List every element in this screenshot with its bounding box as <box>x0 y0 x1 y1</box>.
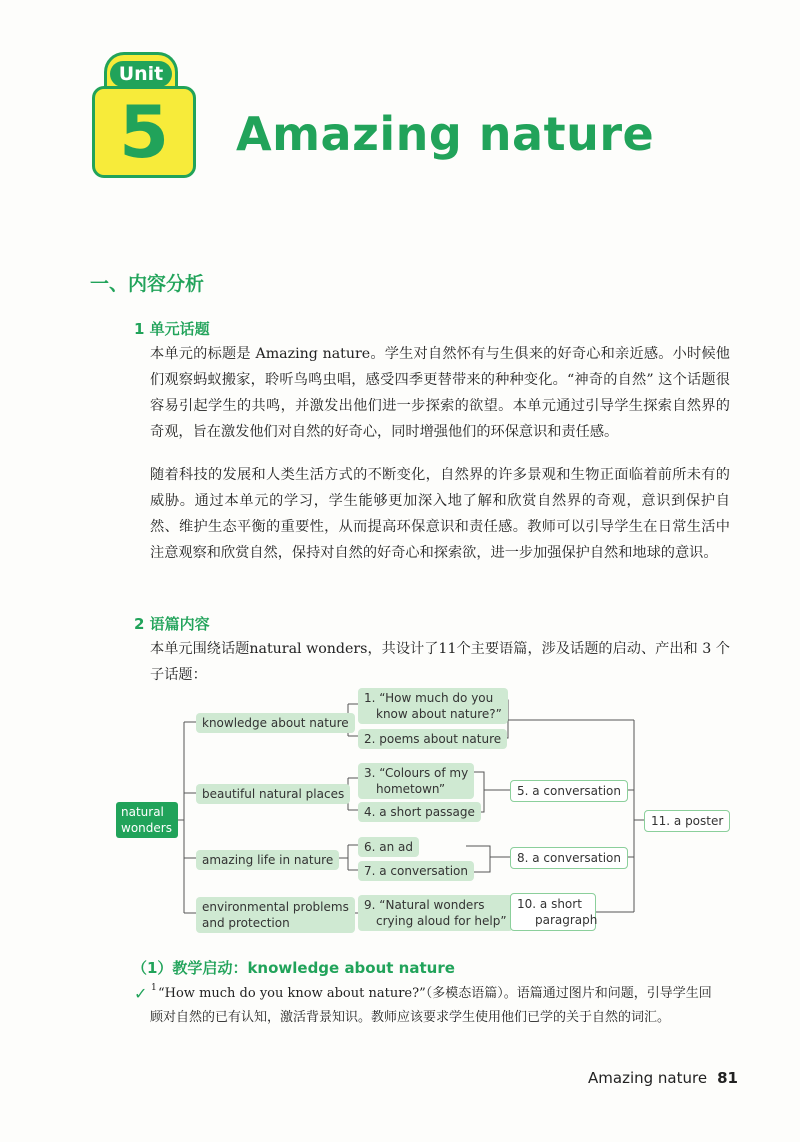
diagram-text-5: 5. a conversation <box>510 780 628 802</box>
diagram-text-1 <box>358 688 508 724</box>
page-footer <box>588 1068 738 1088</box>
diagram-topic-environment <box>196 897 355 933</box>
unit-number-box <box>92 86 196 178</box>
diagram-text-line: 3. “Colours of my <box>364 766 469 780</box>
diagram-text-11: 11. a poster <box>644 810 730 832</box>
subsection-text-line-1: “How much do you know about nature?”（多模态语篇）。语篇通过图片和问题，引导学生回 <box>158 986 712 1001</box>
content-heading: 2 语篇内容 <box>134 615 210 633</box>
diagram-root-line: wonders <box>121 821 172 835</box>
diagram-text-line: 9. “Natural wonders <box>364 898 485 912</box>
diagram-topic-places: beautiful natural places <box>196 784 350 804</box>
subsection-text-line-2: 顾对自然的已有认知，激活背景知识。教师应该要求学生使用他们已学的关于自然的词汇。 <box>150 1010 671 1025</box>
unit-label-tab <box>104 52 178 90</box>
content-paragraph: 本单元围绕话题natural wonders，共设计了11个主要语篇，涉及话题的启动、产出和 3 个子话题： <box>150 641 730 683</box>
diagram-text-6: 6. an ad <box>358 837 419 857</box>
diagram-text-line: 1. “How much do you <box>364 691 494 705</box>
diagram-text-line: 10. a short <box>517 897 582 911</box>
diagram-text-line: hometown” <box>376 782 446 796</box>
topic-paragraph-2: 随着科技的发展和人类生活方式的不断变化，自然界的许多景观和生物正面临着前所未有的威胁。通过本单元的学习，学生能够更加深入地了解和欣赏自然界的奇观，意识到保护自然、维护生态平衡的重要性，从而提高环保意识和责任感。教师可以引导学生在日常生活中注意观察和欣赏自然，保持对自然的好奇心和探索欲，进一步加强保护自然和地球的意识。 <box>150 467 730 561</box>
diagram-topic-knowledge: knowledge about nature <box>196 713 355 733</box>
unit-label: Unit <box>110 61 172 87</box>
unit-number: 5 <box>118 90 170 174</box>
diagram-text-line: paragraph <box>535 913 598 927</box>
check-icon: ✓ <box>134 984 148 1003</box>
diagram-topic-line: and protection <box>202 916 290 930</box>
diagram-text-10 <box>510 893 596 931</box>
page-number: 81 <box>717 1069 738 1087</box>
topic-paragraph-1: 本单元的标题是 Amazing nature。学生对自然怀有与生俱来的好奇心和亲近感。小时候他们观察蚂蚁搬家，聆听鸟鸣虫唱，感受四季更替带来的种种变化。“神奇的自然” 这个话题很容易引起学生的共鸣，并激发出他们进一步探索的欲望。本单元通过引导学生探索自然界的奇观，旨在激发他们对自然的好奇心，同时增强他们的环保意识和责任感。 <box>150 346 730 440</box>
footer-title: Amazing nature <box>588 1069 708 1087</box>
diagram-root <box>116 802 178 838</box>
footnote-marker: 1 <box>151 983 157 993</box>
diagram-text-9 <box>358 895 513 931</box>
diagram-text-4: 4. a short passage <box>358 802 481 822</box>
subsection-heading: （1）教学启动：knowledge about nature <box>132 959 455 977</box>
section-heading: 一、内容分析 <box>90 273 205 295</box>
diagram-text-8: 8. a conversation <box>510 847 628 869</box>
unit-title: Amazing nature <box>236 107 655 161</box>
diagram-text-line: crying aloud for help” <box>376 914 507 928</box>
diagram-topic-life: amazing life in nature <box>196 850 339 870</box>
topic-heading: 1 单元话题 <box>134 320 210 338</box>
diagram-text-2: 2. poems about nature <box>358 729 507 749</box>
diagram-text-line: know about nature?” <box>376 707 502 721</box>
diagram-text-3 <box>358 763 474 799</box>
diagram-text-7: 7. a conversation <box>358 861 474 881</box>
diagram-root-line: natural <box>121 805 164 819</box>
diagram-topic-line: environmental problems <box>202 900 349 914</box>
